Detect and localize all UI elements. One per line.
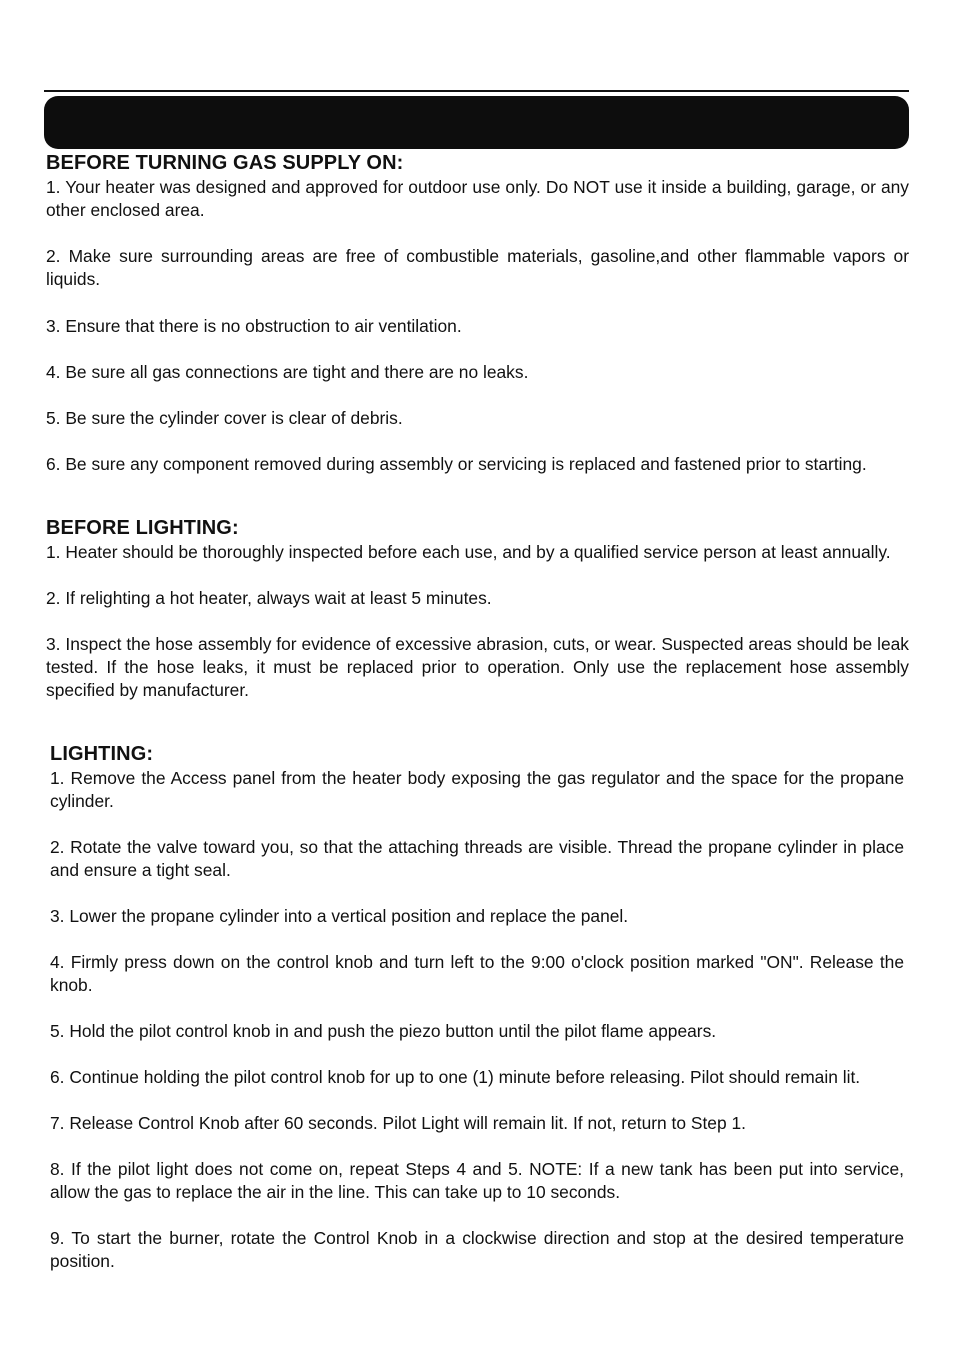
section-heading: LIGHTING: (50, 743, 154, 765)
list-item: 6. Continue holding the pilot control knob for up to one (1) minute before releasing. Pilot should remain lit. (50, 1067, 861, 1087)
list-item: 3. Lower the propane cylinder into a vertical position and replace the panel. (50, 906, 629, 926)
list-item: 7. Release Control Knob after 60 seconds. Pilot Light will remain lit. If not, return to Step 1. (50, 1113, 746, 1133)
list-item: 5. Hold the pilot control knob in and push the piezo button until the pilot flame appears. (50, 1021, 717, 1041)
section-banner (44, 96, 909, 149)
list-item: 4. Firmly press down on the control knob and turn left to the 9:00 o'clock position marked "ON". Release the knob. (50, 952, 904, 995)
section-before-lighting (46, 515, 909, 702)
list-item: 5. Be sure the cylinder cover is clear of debris. (46, 408, 403, 429)
section-lighting (50, 741, 904, 1273)
section-heading: BEFORE LIGHTING: (46, 517, 239, 539)
list-item: 8. If the pilot light does not come on, repeat Steps 4 and 5. NOTE: If a new tank has been put into service, allow the gas to replace the air in the line. This can take up to 10 seconds. (50, 1159, 904, 1202)
list-item: 2. If relighting a hot heater, always wait at least 5 minutes. (46, 588, 492, 608)
list-item: 3. Inspect the hose assembly for evidence of excessive abrasion, cuts, or wear. Suspected areas should be leak tested. If the hose leaks, it must be replaced prior to operation. Only use the replacement hose assembly specified by manufacturer. (46, 634, 909, 700)
list-item: 2. Rotate the valve toward you, so that the attaching threads are visible. Thread the propane cylinder in place and ensure a tight seal. (50, 837, 904, 880)
list-item: 1. Heater should be thoroughly inspected before each use, and by a qualified service person at least annually. (46, 542, 891, 562)
list-item: 3. Ensure that there is no obstruction to air ventilation. (46, 315, 462, 336)
list-item: 9. To start the burner, rotate the Control Knob in a clockwise direction and stop at the desired temperature position. (50, 1228, 904, 1271)
list-item: 1. Your heater was designed and approved for outdoor use only. Do NOT use it inside a building, garage, or any other enclosed area. (46, 177, 909, 220)
section-heading: BEFORE TURNING GAS SUPPLY ON: (46, 152, 404, 174)
section-before-turning-gas-on (46, 150, 909, 500)
list-item: 2. Make sure surrounding areas are free of combustible materials, gasoline,and other flammable vapors or liquids. (46, 246, 909, 290)
list-item: 4. Be sure all gas connections are tight and there are no leaks. (46, 361, 529, 382)
list-item: 6. Be sure any component removed during assembly or servicing is replaced and fastened prior to starting. (46, 454, 867, 475)
list-item: 1. Remove the Access panel from the heater body exposing the gas regulator and the space for the propane cylinder. (50, 768, 904, 811)
top-rule (44, 90, 909, 92)
